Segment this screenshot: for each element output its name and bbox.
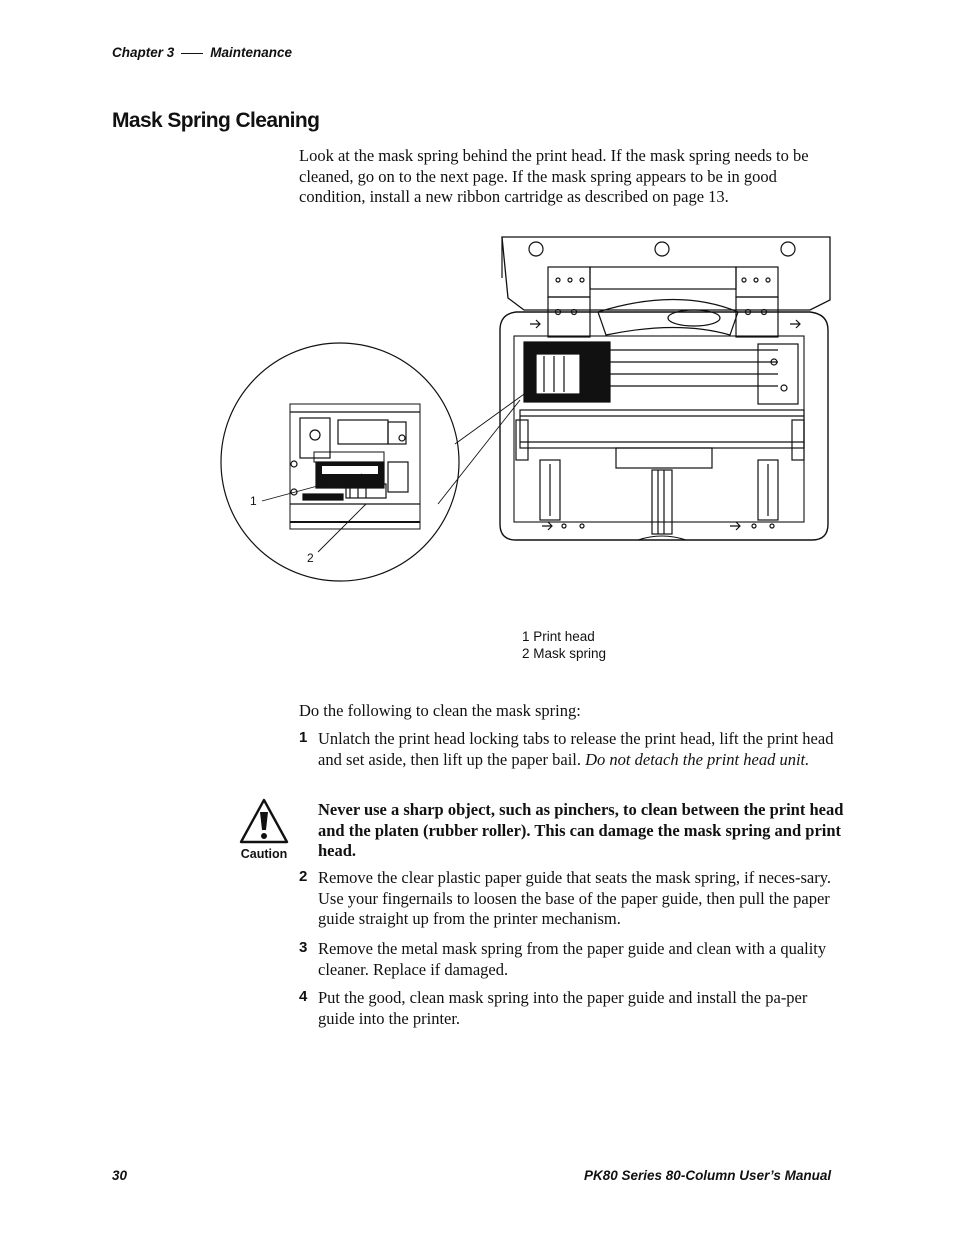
header-dash	[181, 53, 203, 54]
step-number: 3	[299, 939, 308, 956]
manual-title: PK80 Series 80-Column User’s Manual	[584, 1168, 832, 1183]
step-number: 1	[299, 729, 308, 746]
caution-icon	[238, 798, 290, 862]
caution-label: Caution	[240, 847, 288, 861]
detail-magnifier	[221, 343, 459, 581]
page-number: 30	[112, 1168, 128, 1183]
step-text	[318, 729, 847, 770]
step-1	[299, 729, 847, 770]
chapter-section: Maintenance	[210, 45, 293, 60]
step-number: 2	[299, 868, 308, 885]
magnifier-connector-lower	[438, 400, 520, 504]
section-title: Mask Spring Cleaning	[112, 109, 320, 132]
step-number: 4	[299, 988, 308, 1005]
step-2	[299, 868, 847, 930]
intro-paragraph: Look at the mask spring behind the print head. If the mask spring needs to be cleaned, go on to the next page. If the mask spring appears to be in good condition, install a new ribbon cartridge as described on page 13.	[299, 146, 809, 206]
step-text: Put the good, clean mask spring into the paper guide and install the pa-per guide into the printer.	[318, 988, 808, 1028]
callout-2: 2	[307, 551, 314, 565]
figure-legend	[522, 628, 606, 662]
procedure-intro: Do the following to clean the mask spring:	[299, 701, 581, 720]
step-1-emphasis: Do not detach the print head unit.	[585, 749, 810, 769]
step-1-text: Unlatch the print head locking tabs to release the print head, lift the print head and set aside, then lift up the paper bail.	[318, 729, 834, 769]
legend-item-print-head: 1 Print head	[522, 629, 595, 644]
callout-1: 1	[250, 494, 257, 508]
caution-text: Never use a sharp object, such as pinchers, to clean between the print head and the platen (rubber roller). This can damage the mask spring and print head.	[318, 800, 844, 860]
step-4	[299, 988, 847, 1029]
legend-item-mask-spring: 2 Mask spring	[522, 646, 607, 661]
running-header	[112, 45, 292, 60]
printer-figure	[218, 232, 838, 582]
step-text: Remove the clear plastic paper guide that seats the mask spring, if neces-sary. Use your fingernails to loosen the base of the paper guide, then pull the paper guide straight up from the printer mechanism.	[318, 868, 831, 928]
step-3	[299, 939, 847, 980]
callout-leader-2	[318, 504, 366, 552]
chapter-label: Chapter 3	[112, 45, 175, 60]
step-text: Remove the metal mask spring from the paper guide and clean with a quality cleaner. Replace if damaged.	[318, 939, 827, 979]
printer-illustration	[500, 237, 830, 540]
